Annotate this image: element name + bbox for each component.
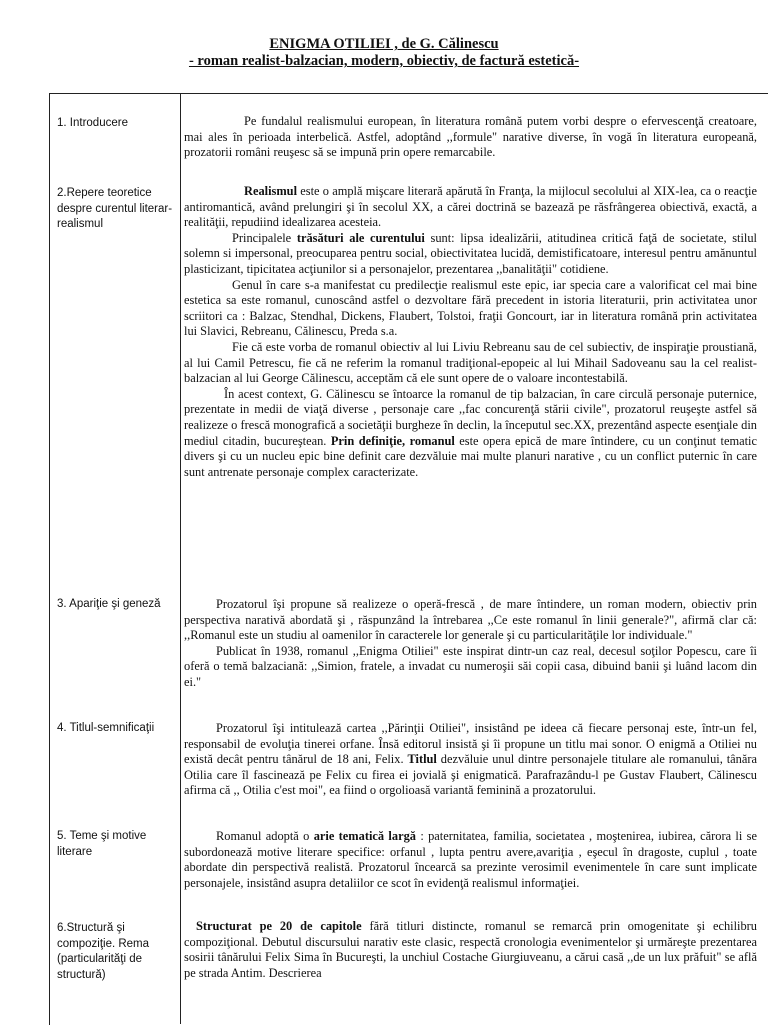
section-label-structura: 6.Structură şi compoziţie. Rema (particularităţi de structură) [57,922,150,981]
paragraph [184,387,757,481]
section-content-introducere [184,114,757,161]
bold-term: Titlul [407,752,437,767]
paragraph [184,721,757,799]
section-label-aparitie: 3. Apariţie şi geneză [57,598,161,610]
column-divider [180,93,181,1024]
paragraph [184,829,757,891]
paragraph: Fie că este vorba de romanul obiectiv al lui Liviu Rebreanu sau de cel subiectiv, de inspiraţie proustiană, al lui Camil Petrescu, fie că ne referim la romanul tradiţional-epopeic al lui Mihail Sadoveanu sau la cel realist-balzacian al lui George Călinescu, acceptăm că ele sunt opere de o valoare incontestabilă. [184,339,757,386]
section-content-repere [184,184,757,480]
paragraph [184,231,757,278]
paragraph: Pe fundalul realismului european, în literatura română putem vorbi despre o efervescenţă creatoare, mai ales în perioada interbelică. Astfel, adoptând ,,formule" narative diverse, în vogă în literatura europeană, prozatorii români reuşesc să se impună prin opere remarcabile. [184,114,757,160]
paragraph-text: este o amplă mişcare literară apărută în Franţa, la mijlocul secolului al XIX-lea, ca o reacţie antiromantică, având prelungiri şi în secolul XX, a cărei doctrină se bazează pe răsfrângerea obiectivă, exactă, a realităţii, repudiind idealizarea acesteia. [184,184,757,230]
section-label-introducere: 1. Introducere [57,117,128,129]
paragraph [184,919,757,981]
bold-term: Prin definiţie, romanul [330,433,455,448]
paragraph: Publicat în 1938, romanul ,,Enigma Otiliei" este inspirat dintr-un caz real, decesul soţilor Popescu, care îi oferă o temă balzaciană: ,,Simion, fratele, a invadat cu numeroşii săi copii casa, dibuind banii şi luând lacom din ei." [184,643,757,689]
paragraph-text: : paternitatea, familia, societatea , moştenirea, iubirea, cărora li se subordonează motive literare specifice: orfanul , lupta pentru avere,avariţia , eşecul în dragoste, cuplul , toate abordate din perspectivă realistă. Prozatorul încearcă sa prezinte verosimil evenimentele în care sunt implicate personajele, insistând asupra detaliilor ce scot în evidenţă realismul informaţiei. [184,829,757,890]
section-label-repere: 2.Repere teoretice despre curentul literar- realismul [57,187,173,230]
paragraph: Genul în care s-a manifestat cu predilecţie realismul este epic, iar specia care a valorificat cel mai bine estetica sa este romanul, cunoscând astfel o dezvoltare fără precedent in istoria literaturii, prin activitatea unor scriitori ca : Balzac, Stendhal, Dickens, Flaubert, Tolstoi, fraţii Goncourt, iar in literatura română prin activitatea lui Slavici, Rebreanu, Călinescu, Preda s.a. [184,277,757,339]
paragraph-text: Prozatorul îşi intitulează cartea ,,Părinţii Otiliei", insistând pe ideea că fiecare personaj este, într-un fel, responsabil de evoluţia tinerei orfane. Însă editorul insistă şi îi propune un titlu mai sonor. O enigmă a Otiliei nu există decât pentru tânărul de 18 ani, Felix. [184,721,757,767]
section-content-aparitie [184,597,757,691]
section-label-titlul: 4. Titlul-semnificaţii [57,722,155,734]
bold-term: trăsături ale curentului [296,230,425,245]
title-line-1: ENIGMA OTILIEI , de G. Călinescu [269,36,499,52]
paragraph-text: fără titluri distincte, romanul se remarcă prin omogenitate şi echilibru compoziţional. Debutul discursului narativ este clasic, respectă cronologia evenimentelor şi urmăreşte prezentarea sosirii tânărului Felix Sima în Bucureşti, la unchiul Costache Giurgiuveanu, a cărui casă ,,de un lux prăfuit" se află pe strada Antim. Descrierea [184,919,757,980]
paragraph-text: este opera epică de mare întindere, cu un conţinut tematic divers şi cu un nucleu epic bine definit care dezvăluie mai multe planuri narative , cu un conflict puternic în care sunt antrenate personaje complex caracterizate. [184,433,757,479]
paragraph-text: Principalele [232,230,297,245]
bold-term: Realismul [244,184,298,198]
paragraph-text: În acest context, G. Călinescu se întoarce la romanul de tip balzacian, în care circulă personaje puternice, prezentate in medii de viaţă diverse , personaje care ,,fac concurenţă stării civile", prozatorul reuşeşte astfel să realizeze o frescă monografică a societăţii burgheze în declin, la începutul sec.XX, prezentând aspecte esenţiale din mediul citadin, bucureştean. [184,386,757,448]
paragraph-text: dezvăluie unul dintre personajele titulare ale romanului, tânăra Otilia care îl fascinează pe Felix cu firea ei jovială şi enigmatică. Parafrazându-l pe Gustav Flaubert, Călinescu afirma că ,, Otilia c'est moi", ea fiind o orgolioasă variantă feminină a prozatorului. [184,752,758,798]
section-label-teme: 5. Teme şi motive literare [57,830,147,858]
section-content-titlul [184,721,757,799]
section-content-teme [184,829,757,891]
section-content-structura [184,919,757,981]
paragraph [184,184,757,231]
paragraph-text: sunt: lipsa idealizării, atitudinea critică faţă de societate, stilul solemn si impersonal, preocuparea pentru social, obiectivitatea lucidă, demistificatoare, interesul pentru amănuntul plasticizant, tipicitatea acţiunilor si a personajelor, prezentarea ,,banalităţii" cotidiene. [184,230,757,276]
document-title [0,36,768,70]
bold-term: Structurat pe 20 de capitole [196,919,362,933]
bold-term: arie tematică largă [313,829,416,843]
paragraph: Prozatorul îşi propune să realizeze o operă-frescă , de mare întindere, un roman modern, obiectiv prin perspectiva narativă abordată şi , răspunzând la întrebarea ,,Ce este romanul în linii generale?", afirmă clar că: ,,Romanul este un studiu al oamenilor în caracterele lor generale şi cu particularităţile lor individuale." [184,597,757,643]
paragraph-text: Romanul adoptă o [216,829,314,843]
title-line-2: - roman realist-balzacian, modern, obiectiv, de factură estetică- [188,53,580,69]
